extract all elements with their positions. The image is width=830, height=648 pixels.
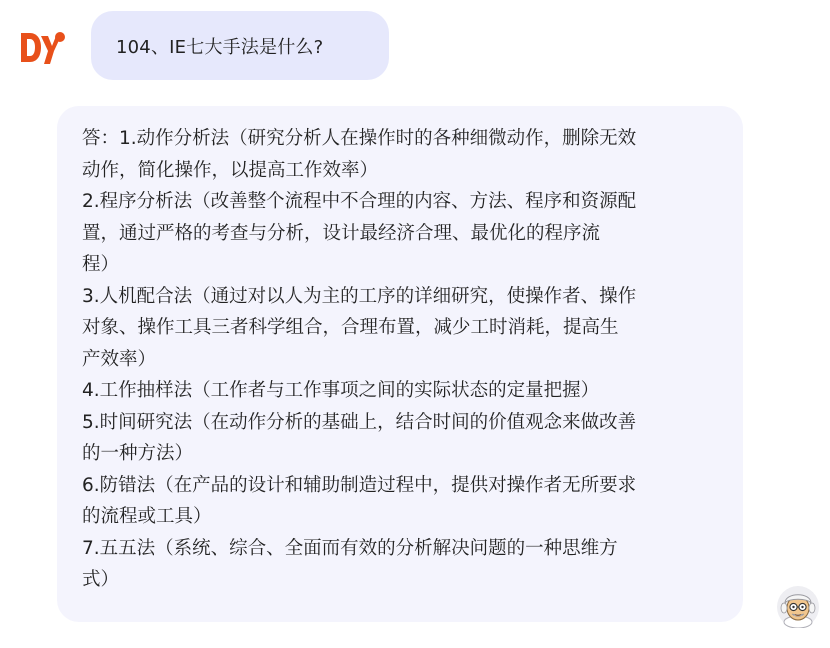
answer-line: 5.时间研究法（在动作分析的基础上，结合时间的价值观念来做改善 (82, 411, 637, 433)
question-text: 104、IE七大手法是什么? (116, 36, 324, 58)
answer-line: 答：1.动作分析法（研究分析人在操作时的各种细微动作，删除无效 (82, 128, 637, 149)
answer-line: 2.程序分析法（改善整个流程中不合理的内容、方法、程序和资源配 (82, 191, 637, 212)
answer-line: 产效率） (82, 348, 157, 370)
answer-line: 的一种方法） (82, 443, 194, 464)
mascot-avatar-icon[interactable] (775, 584, 821, 628)
answer-message-bubble (57, 106, 743, 622)
answer-line: 动作，简化操作，以提高工作效率） (82, 159, 379, 181)
question-message-bubble (91, 11, 389, 80)
answer-line: 式） (82, 569, 120, 590)
answer-line: 程） (82, 254, 120, 275)
dy-logo-icon (20, 30, 66, 66)
answer-line: 3.人机配合法（通过对以人为主的工序的详细研究，使操作者、操作 (82, 285, 637, 307)
answer-line: 置，通过严格的考查与分析，设计最经济合理、最优化的程序流 (82, 222, 601, 244)
answer-line: 6.防错法（在产品的设计和辅助制造过程中，提供对操作者无所要求 (82, 474, 637, 496)
answer-line: 的流程或工具） (82, 506, 212, 527)
answer-line: 对象、操作工具三者科学组合，合理布置，减少工时消耗，提高生 (82, 317, 619, 338)
answer-line: 7.五五法（系统、综合、全面而有效的分析解决问题的一种思维方 (82, 537, 618, 559)
answer-line: 4.工作抽样法（工作者与工作事项之间的实际状态的定量把握） (82, 380, 600, 401)
